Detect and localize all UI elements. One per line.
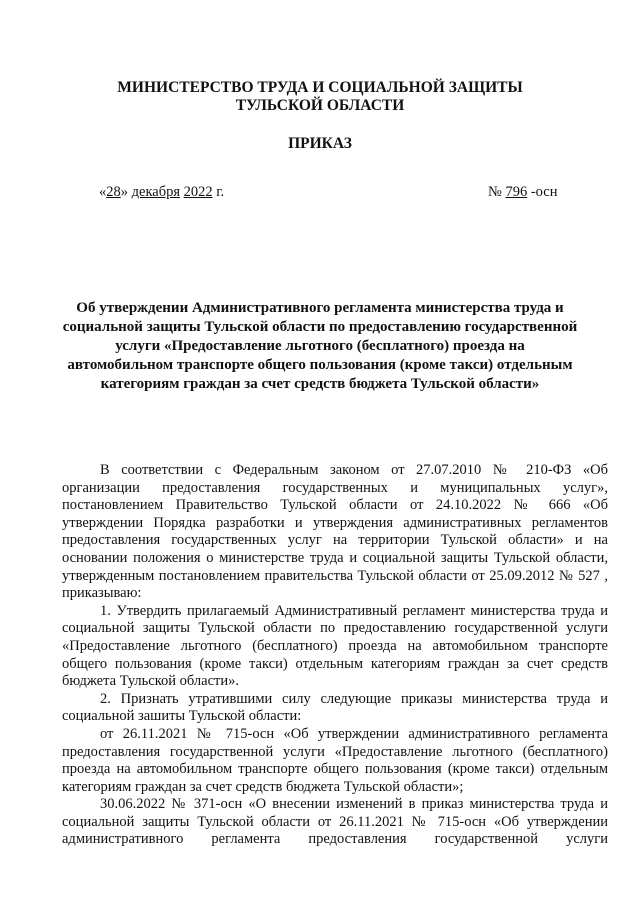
date-day: 28 (106, 184, 121, 200)
order-date (99, 184, 224, 201)
date-year-suffix: г. (216, 184, 225, 200)
item-2a-paragraph: от 26.11.2021 № 715-осн «Об утверждении административного регламента предоставления государственной услуги «Предоставление льготного (бесплатного) проезда на автомобильном транспорте общего пользования (кроме такси) отдельным категориям граждан за счет средств бюджета Тульской области»; (62, 725, 608, 795)
number-suffix: -осн (530, 184, 558, 200)
ministry-name-line1: МИНИСТЕРСТВО ТРУДА И СОЦИАЛЬНОЙ ЗАЩИТЫ (117, 79, 523, 96)
order-number (488, 184, 557, 201)
item-1-paragraph: 1. Утвердить прилагаемый Административный регламент министерства труда и социальной защиты Тульской области по предоставлению государственной услуги «Предоставление льготного (бесплатного) проезда на автомобильном транспорте общего пользования (кроме такси) отдельным категориям граждан за счет средств бюджета Тульской области». (62, 602, 608, 690)
date-month: декабря (131, 184, 180, 200)
number-value: 796 (505, 184, 528, 200)
ministry-name-line2: ТУЛЬСКОЙ ОБЛАСТИ (235, 97, 405, 114)
item-2-paragraph: 2. Признать утратившими силу следующие приказы министерства труда и социальной зашиты Тульской области: (62, 690, 608, 725)
preamble-paragraph: В соответствии с Федеральным законом от 27.07.2010 № 210-ФЗ «Об организации предоставления государственных и муниципальных услуг», постановлением Правительство Тульской области от 24.10.2022 № 666 «Об утверждении Порядка разработки и утверждения административных регламентов предоставления государственных услуг на территории Тульской области» и на основании положения о министерстве труда и социальной защиты Тульской области, утвержденным постановлением правительства Тульской области от 25.09.2012 № 527 , приказываю: (62, 462, 608, 602)
document-title: Об утверждении Административного регламента министерства труда и социальной защиты Тульской области по предоставлению государственной услуги «Предоставление льготного (бесплатного) проезда на автомобильном транспорте общего пользования (кроме такси) отдельным категориям граждан за счет средств бюджета Тульской области» (62, 300, 578, 392)
date-close-quote: » (120, 184, 128, 200)
date-open-quote: « (99, 184, 107, 200)
document-type: ПРИКАЗ (288, 135, 352, 152)
number-prefix: № (488, 184, 502, 200)
document-body (62, 462, 608, 849)
item-2b-paragraph: 30.06.2022 № 371-осн «О внесении изменений в приказ министерства труда и социальной защиты Тульской области от 26.11.2021 № 715-осн «Об утверждении административного регламента предоставления государственной услуги (62, 796, 608, 848)
date-year: 2022 (183, 184, 213, 200)
